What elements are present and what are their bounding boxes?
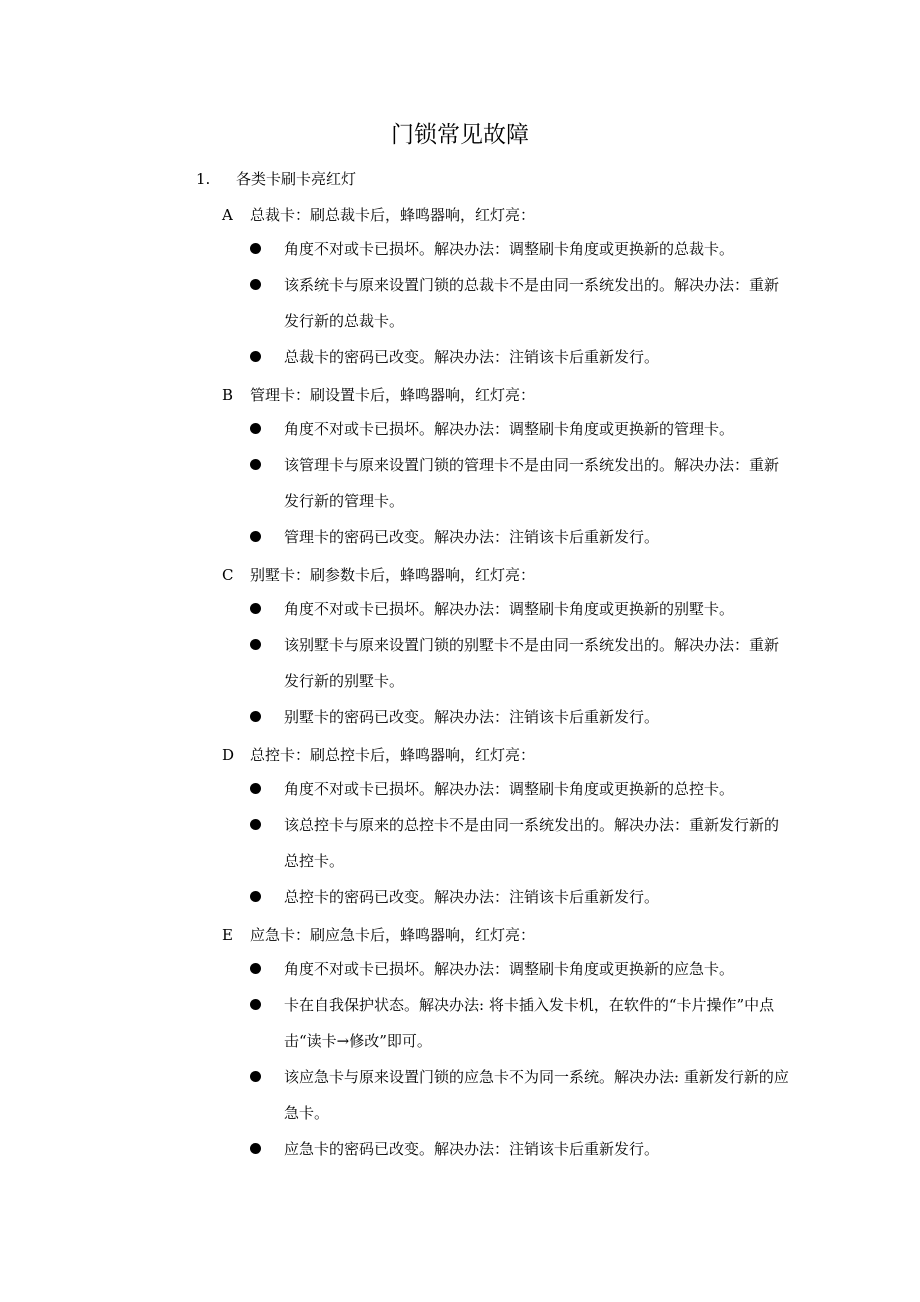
- list-item-text: 角度不对或卡已损坏。解决办法：调整刷卡角度或更换新的别墅卡。: [284, 600, 735, 618]
- subsection-e: [222, 921, 535, 949]
- list-item-text: 卡在自我保护状态。解决办法: 将卡插入发卡机，在软件的“卡片操作”中点击“读卡→修改”即可。: [284, 996, 775, 1050]
- bullet-icon: [250, 963, 261, 974]
- list-item: [250, 1059, 790, 1131]
- subsection-heading: 总裁卡：刷总裁卡后，蜂鸣器响，红灯亮：: [250, 206, 536, 224]
- list-item: [250, 267, 790, 339]
- bullet-icon: [250, 783, 261, 794]
- subsection-a: [222, 201, 535, 229]
- bullet-icon: [250, 1143, 261, 1154]
- subsection-b: [222, 381, 535, 409]
- subsection-heading: 应急卡：刷应急卡后，蜂鸣器响，红灯亮：: [250, 926, 536, 944]
- bullet-icon: [250, 423, 261, 434]
- bullet-icon: [250, 711, 261, 722]
- subsection-heading: 总控卡：刷总控卡后，蜂鸣器响，红灯亮：: [250, 746, 536, 764]
- section-label: 各类卡刷卡亮红灯: [236, 170, 357, 188]
- list-item: [250, 591, 790, 627]
- list-item-text: 该总控卡与原来的总控卡不是由同一系统发出的。解决办法：重新发行新的总控卡。: [284, 816, 780, 870]
- list-item-text: 别墅卡的密码已改变。解决办法：注销该卡后重新发行。: [284, 708, 660, 726]
- list-item: [250, 771, 790, 807]
- subsection-d: [222, 741, 535, 769]
- list-item-text: 该应急卡与原来设置门锁的应急卡不为同一系统。解决办法: 重新发行新的应急卡。: [284, 1068, 789, 1122]
- document-title: 门锁常见故障: [391, 122, 529, 148]
- list-item-text: 管理卡的密码已改变。解决办法：注销该卡后重新发行。: [284, 528, 660, 546]
- bullet-icon: [250, 819, 261, 830]
- bullet-icon: [250, 351, 261, 362]
- list-item: [250, 987, 790, 1059]
- list-item-text: 应急卡的密码已改变。解决办法：注销该卡后重新发行。: [284, 1140, 660, 1158]
- subsection-heading: 管理卡：刷设置卡后，蜂鸣器响，红灯亮：: [250, 386, 536, 404]
- section-number: 1.: [196, 170, 211, 188]
- list-item-text: 该系统卡与原来设置门锁的总裁卡不是由同一系统发出的。解决办法：重新发行新的总裁卡。: [284, 276, 780, 330]
- list-item: [250, 1131, 790, 1167]
- list-item-text: 角度不对或卡已损坏。解决办法：调整刷卡角度或更换新的总裁卡。: [284, 240, 735, 258]
- bullet-icon: [250, 279, 261, 290]
- list-item-text: 角度不对或卡已损坏。解决办法：调整刷卡角度或更换新的应急卡。: [284, 960, 735, 978]
- list-item-text: 总裁卡的密码已改变。解决办法：注销该卡后重新发行。: [284, 348, 660, 366]
- list-item: [250, 447, 790, 519]
- bullet-icon: [250, 639, 261, 650]
- list-item: [250, 231, 790, 267]
- list-item-text: 角度不对或卡已损坏。解决办法：调整刷卡角度或更换新的总控卡。: [284, 780, 735, 798]
- list-item-text: 角度不对或卡已损坏。解决办法：调整刷卡角度或更换新的管理卡。: [284, 420, 735, 438]
- list-item: [250, 951, 790, 987]
- bullet-icon: [250, 1071, 261, 1082]
- list-item: [250, 627, 790, 699]
- list-item: [250, 807, 790, 879]
- section-heading: [196, 165, 356, 193]
- list-item-text: 该别墅卡与原来设置门锁的别墅卡不是由同一系统发出的。解决办法：重新发行新的别墅卡。: [284, 636, 780, 690]
- subsection-heading: 别墅卡：刷参数卡后，蜂鸣器响，红灯亮：: [250, 566, 536, 584]
- subsection-c: [222, 561, 535, 589]
- bullet-icon: [250, 531, 261, 542]
- list-item: [250, 411, 790, 447]
- bullet-icon: [250, 459, 261, 470]
- bullet-icon: [250, 603, 261, 614]
- list-item: [250, 339, 790, 375]
- subsection-letter: D: [222, 746, 235, 764]
- list-item: [250, 519, 790, 555]
- list-item: [250, 699, 790, 735]
- bullet-icon: [250, 891, 261, 902]
- subsection-letter: A: [222, 206, 233, 224]
- subsection-letter: B: [222, 386, 234, 404]
- bullet-icon: [250, 243, 261, 254]
- list-item: [250, 879, 790, 915]
- subsection-letter: C: [222, 566, 234, 584]
- list-item-text: 总控卡的密码已改变。解决办法：注销该卡后重新发行。: [284, 888, 660, 906]
- list-item-text: 该管理卡与原来设置门锁的管理卡不是由同一系统发出的。解决办法：重新发行新的管理卡。: [284, 456, 780, 510]
- bullet-icon: [250, 999, 261, 1010]
- subsection-letter: E: [222, 926, 233, 944]
